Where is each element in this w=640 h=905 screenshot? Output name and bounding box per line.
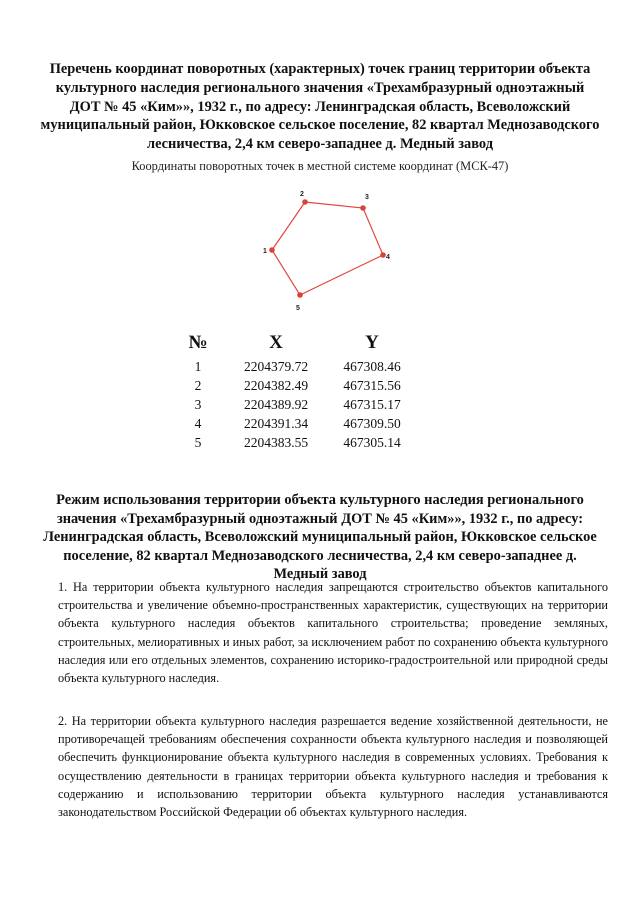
- point-label-1: 1: [263, 248, 267, 255]
- cell-y: 467308.46: [343, 359, 401, 374]
- cell-x: 2204389.92: [243, 397, 309, 412]
- point-marker-1: [269, 247, 275, 253]
- table-row: [172, 395, 416, 414]
- coordinates-table: [172, 328, 416, 452]
- coordinates-list-title: Перечень координат поворотных (характерных) точек границ территории объекта культурного наследия регионального значения «Трехамбразурный одноэтажный ДОТ № 45 «Ким»», 1932 г., по адресу: Ленинградская область, Всеволожский муниципальный район, Юкковское сельское поселение, 82 квартал Меднозаводского лесничества, 2,4 км северо-западнее д. Медный завод: [40, 61, 600, 153]
- cell-number: 4: [194, 416, 202, 431]
- boundary-diagram: [250, 188, 400, 318]
- table-row: [172, 376, 416, 395]
- point-label-4: 4: [386, 254, 390, 261]
- cell-x: 2204382.49: [243, 378, 309, 393]
- cell-y: 467305.14: [343, 435, 401, 450]
- point-marker-2: [302, 199, 308, 205]
- point-label-2: 2: [300, 191, 304, 198]
- point-label-5: 5: [296, 305, 300, 312]
- table-header-row: [172, 328, 416, 357]
- boundary-polygon: [272, 202, 383, 295]
- regime-paragraph-1: 1. На территории объекта культурного наследия запрещаются строительство объектов капитального строительства и увеличение объемно-пространственных характеристик, существующих на территории объекта культурного наследия объектов капитального строительства; проведение земляных, строительных, мелиоративных и иных работ, за исключением работ по сохранению объекта культурного наследия или его отдельных элементов, сохранению историко-градостроительной или природной среды объекта культурного наследия.: [58, 580, 608, 686]
- usage-regime-title: Режим использования территории объекта культурного наследия регионального значения «Трехамбразурный одноэтажный ДОТ № 45 «Ким»», 1932 г., по адресу: Ленинградская область, Всеволожский муниципальный район, Юкковское сельское поселение, 82 квартал Меднозаводского лесничества, 2,4 км северо-западнее д. Медный завод: [43, 492, 597, 583]
- coordinate-system-caption: Координаты поворотных точек в местной системе координат (МСК-47): [131, 159, 509, 173]
- column-header-number: №: [188, 331, 208, 353]
- point-marker-3: [360, 205, 366, 211]
- table-row: [172, 433, 416, 452]
- cell-number: 1: [194, 359, 202, 374]
- cell-x: 2204383.55: [243, 435, 309, 450]
- point-marker-4: [380, 252, 386, 258]
- point-label-3: 3: [365, 194, 369, 201]
- regime-paragraph-2: 2. На территории объекта культурного наследия разрешается ведение хозяйственной деятельности, не противоречащей требованиям обеспечения сохранности объекта культурного наследия и позволяющей обеспечить функционирование объекта культурного наследия в современных условиях. Требования к осуществлению деятельности в границах территории объекта культурного наследия и требования к содержанию и использованию территории объекта культурного наследия устанавливаются законодательством Российской Федерации об объектах культурного наследия.: [58, 714, 608, 820]
- cell-y: 467315.56: [343, 378, 401, 393]
- cell-number: 5: [194, 435, 202, 450]
- cell-y: 467315.17: [343, 397, 401, 412]
- cell-y: 467309.50: [343, 416, 401, 431]
- cell-x: 2204379.72: [243, 359, 309, 374]
- column-header-x: X: [269, 331, 283, 353]
- table-row: [172, 414, 416, 433]
- cell-number: 2: [194, 378, 202, 393]
- table-row: [172, 357, 416, 376]
- column-header-y: Y: [365, 331, 379, 353]
- cell-number: 3: [194, 397, 202, 412]
- point-marker-5: [297, 292, 303, 298]
- cell-x: 2204391.34: [243, 416, 309, 431]
